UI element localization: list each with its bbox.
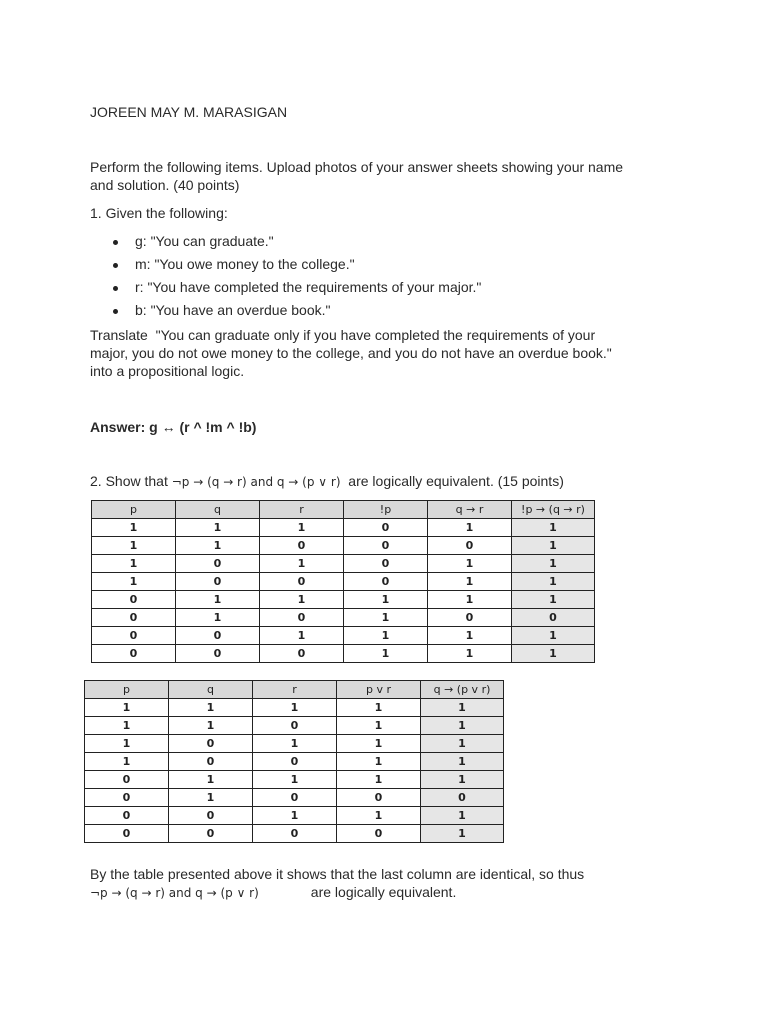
table-cell: 0 bbox=[512, 609, 595, 627]
table-cell: 0 bbox=[176, 645, 260, 663]
table-cell: 1 bbox=[421, 699, 504, 717]
table-cell: 1 bbox=[169, 717, 253, 735]
table-cell: 1 bbox=[512, 519, 595, 537]
list-item: b: "You have an overdue book." bbox=[110, 299, 481, 322]
table-cell: 1 bbox=[421, 825, 504, 843]
table-cell: 0 bbox=[169, 735, 253, 753]
table-cell: 0 bbox=[92, 627, 176, 645]
conclusion-expression: ¬p → (q → r) and q → (p ∨ r) bbox=[90, 886, 259, 900]
table-cell: 1 bbox=[85, 735, 169, 753]
table-cell: 0 bbox=[428, 609, 512, 627]
table-cell: 1 bbox=[85, 717, 169, 735]
translate-line-3: into a propositional logic. bbox=[90, 363, 245, 379]
table-cell: 1 bbox=[169, 789, 253, 807]
table-cell: 1 bbox=[512, 591, 595, 609]
definitions-list bbox=[110, 230, 481, 322]
table-cell: 1 bbox=[421, 771, 504, 789]
truth-table-2 bbox=[84, 680, 504, 843]
table-row bbox=[85, 753, 504, 771]
table-cell: 1 bbox=[428, 591, 512, 609]
list-item: m: "You owe money to the college." bbox=[110, 253, 481, 276]
author-name: JOREEN MAY M. MARASIGAN bbox=[90, 104, 288, 120]
table-row bbox=[85, 771, 504, 789]
table-row bbox=[92, 591, 595, 609]
table-cell: 1 bbox=[253, 735, 337, 753]
column-header: r bbox=[253, 681, 337, 699]
table-cell: 1 bbox=[176, 537, 260, 555]
column-header: p bbox=[85, 681, 169, 699]
table-cell: 1 bbox=[253, 771, 337, 789]
table-cell: 1 bbox=[260, 591, 344, 609]
translate-paragraph bbox=[90, 326, 612, 380]
table-cell: 1 bbox=[260, 627, 344, 645]
table-row bbox=[85, 717, 504, 735]
table-cell: 1 bbox=[344, 645, 428, 663]
table-cell: 0 bbox=[92, 609, 176, 627]
table-cell: 1 bbox=[337, 735, 421, 753]
item2-heading bbox=[90, 472, 564, 491]
table-cell: 0 bbox=[260, 645, 344, 663]
translate-line-2: major, you do not owe money to the college, and you do not have an overdue book." bbox=[90, 345, 612, 361]
table-cell: 0 bbox=[421, 789, 504, 807]
translate-line-1: Translate "You can graduate only if you have completed the requirements of your bbox=[90, 327, 596, 343]
table-cell: 1 bbox=[92, 519, 176, 537]
table-cell: 1 bbox=[428, 627, 512, 645]
column-header: q → (p v r) bbox=[421, 681, 504, 699]
table-cell: 0 bbox=[260, 609, 344, 627]
column-header: p v r bbox=[337, 681, 421, 699]
conclusion-suffix: are logically equivalent. bbox=[310, 884, 457, 900]
table-cell: 0 bbox=[253, 825, 337, 843]
table-cell: 0 bbox=[85, 825, 169, 843]
conclusion-line-2 bbox=[90, 883, 584, 902]
column-header: q bbox=[176, 501, 260, 519]
table-cell: 1 bbox=[428, 519, 512, 537]
instructions bbox=[90, 158, 623, 194]
table-cell: 1 bbox=[421, 717, 504, 735]
table-cell: 0 bbox=[337, 825, 421, 843]
item1-heading: 1. Given the following: bbox=[90, 205, 228, 221]
conclusion bbox=[90, 865, 584, 902]
table-cell: 1 bbox=[92, 555, 176, 573]
table-cell: 1 bbox=[337, 771, 421, 789]
item2-expression: ¬p → (q → r) and q → (p ∨ r) bbox=[171, 475, 341, 489]
table-row bbox=[85, 807, 504, 825]
table-cell: 0 bbox=[337, 789, 421, 807]
table-row bbox=[92, 519, 595, 537]
column-header: q bbox=[169, 681, 253, 699]
table-cell: 1 bbox=[92, 573, 176, 591]
table-cell: 1 bbox=[337, 699, 421, 717]
table-cell: 0 bbox=[85, 807, 169, 825]
table-row bbox=[92, 573, 595, 591]
item2-heading-prefix: 2. Show that bbox=[90, 473, 172, 489]
table-row bbox=[85, 789, 504, 807]
table-row bbox=[92, 609, 595, 627]
column-header: !p → (q → r) bbox=[512, 501, 595, 519]
table-cell: 0 bbox=[344, 573, 428, 591]
table-row bbox=[85, 735, 504, 753]
table-cell: 1 bbox=[92, 537, 176, 555]
table-cell: 0 bbox=[176, 573, 260, 591]
table-row bbox=[92, 627, 595, 645]
table-cell: 1 bbox=[337, 753, 421, 771]
table-cell: 1 bbox=[260, 555, 344, 573]
instructions-line-2: and solution. (40 points) bbox=[90, 177, 240, 193]
table-cell: 1 bbox=[176, 609, 260, 627]
table-cell: 1 bbox=[260, 519, 344, 537]
table-cell: 0 bbox=[253, 789, 337, 807]
table-cell: 0 bbox=[253, 753, 337, 771]
table-cell: 1 bbox=[344, 591, 428, 609]
table-cell: 0 bbox=[428, 537, 512, 555]
table-cell: 0 bbox=[344, 555, 428, 573]
table-cell: 1 bbox=[337, 807, 421, 825]
column-header: r bbox=[260, 501, 344, 519]
table-cell: 1 bbox=[512, 573, 595, 591]
table-cell: 1 bbox=[512, 645, 595, 663]
table-cell: 1 bbox=[512, 555, 595, 573]
table-cell: 0 bbox=[169, 753, 253, 771]
table-cell: 1 bbox=[176, 591, 260, 609]
table-cell: 1 bbox=[337, 717, 421, 735]
table-cell: 1 bbox=[421, 735, 504, 753]
list-item: r: "You have completed the requirements of your major." bbox=[110, 276, 481, 299]
table-cell: 1 bbox=[428, 573, 512, 591]
table-row bbox=[92, 645, 595, 663]
table-cell: 0 bbox=[344, 519, 428, 537]
table-cell: 1 bbox=[512, 627, 595, 645]
table-cell: 1 bbox=[421, 807, 504, 825]
table-cell: 0 bbox=[85, 789, 169, 807]
table-cell: 1 bbox=[512, 537, 595, 555]
table-cell: 0 bbox=[169, 825, 253, 843]
table-row bbox=[85, 699, 504, 717]
table-row bbox=[85, 825, 504, 843]
table-cell: 0 bbox=[169, 807, 253, 825]
instructions-line-1: Perform the following items. Upload photos of your answer sheets showing your name bbox=[90, 159, 624, 175]
table-cell: 1 bbox=[85, 699, 169, 717]
column-header: p bbox=[92, 501, 176, 519]
conclusion-line-1: By the table presented above it shows that the last column are identical, so thus bbox=[90, 866, 585, 882]
answer: Answer: g ↔ (r ^ !m ^ !b) bbox=[90, 419, 257, 435]
table-cell: 0 bbox=[253, 717, 337, 735]
table-cell: 1 bbox=[428, 555, 512, 573]
table-cell: 0 bbox=[260, 573, 344, 591]
list-item: g: "You can graduate." bbox=[110, 230, 481, 253]
truth-table-1 bbox=[91, 500, 595, 663]
column-header: !p bbox=[344, 501, 428, 519]
table-cell: 1 bbox=[176, 519, 260, 537]
table-row bbox=[92, 537, 595, 555]
table-cell: 1 bbox=[344, 627, 428, 645]
table-cell: 0 bbox=[92, 591, 176, 609]
table-row bbox=[92, 555, 595, 573]
table-cell: 1 bbox=[85, 753, 169, 771]
table-cell: 1 bbox=[428, 645, 512, 663]
table-cell: 1 bbox=[169, 771, 253, 789]
item2-heading-suffix: are logically equivalent. (15 points) bbox=[348, 473, 564, 489]
table-cell: 1 bbox=[421, 753, 504, 771]
table-cell: 1 bbox=[253, 807, 337, 825]
table-cell: 0 bbox=[344, 537, 428, 555]
table-cell: 1 bbox=[169, 699, 253, 717]
table-cell: 0 bbox=[92, 645, 176, 663]
table-cell: 1 bbox=[344, 609, 428, 627]
table-cell: 0 bbox=[176, 627, 260, 645]
table-cell: 1 bbox=[253, 699, 337, 717]
table-cell: 0 bbox=[260, 537, 344, 555]
table-cell: 0 bbox=[176, 555, 260, 573]
column-header: q → r bbox=[428, 501, 512, 519]
table-cell: 0 bbox=[85, 771, 169, 789]
